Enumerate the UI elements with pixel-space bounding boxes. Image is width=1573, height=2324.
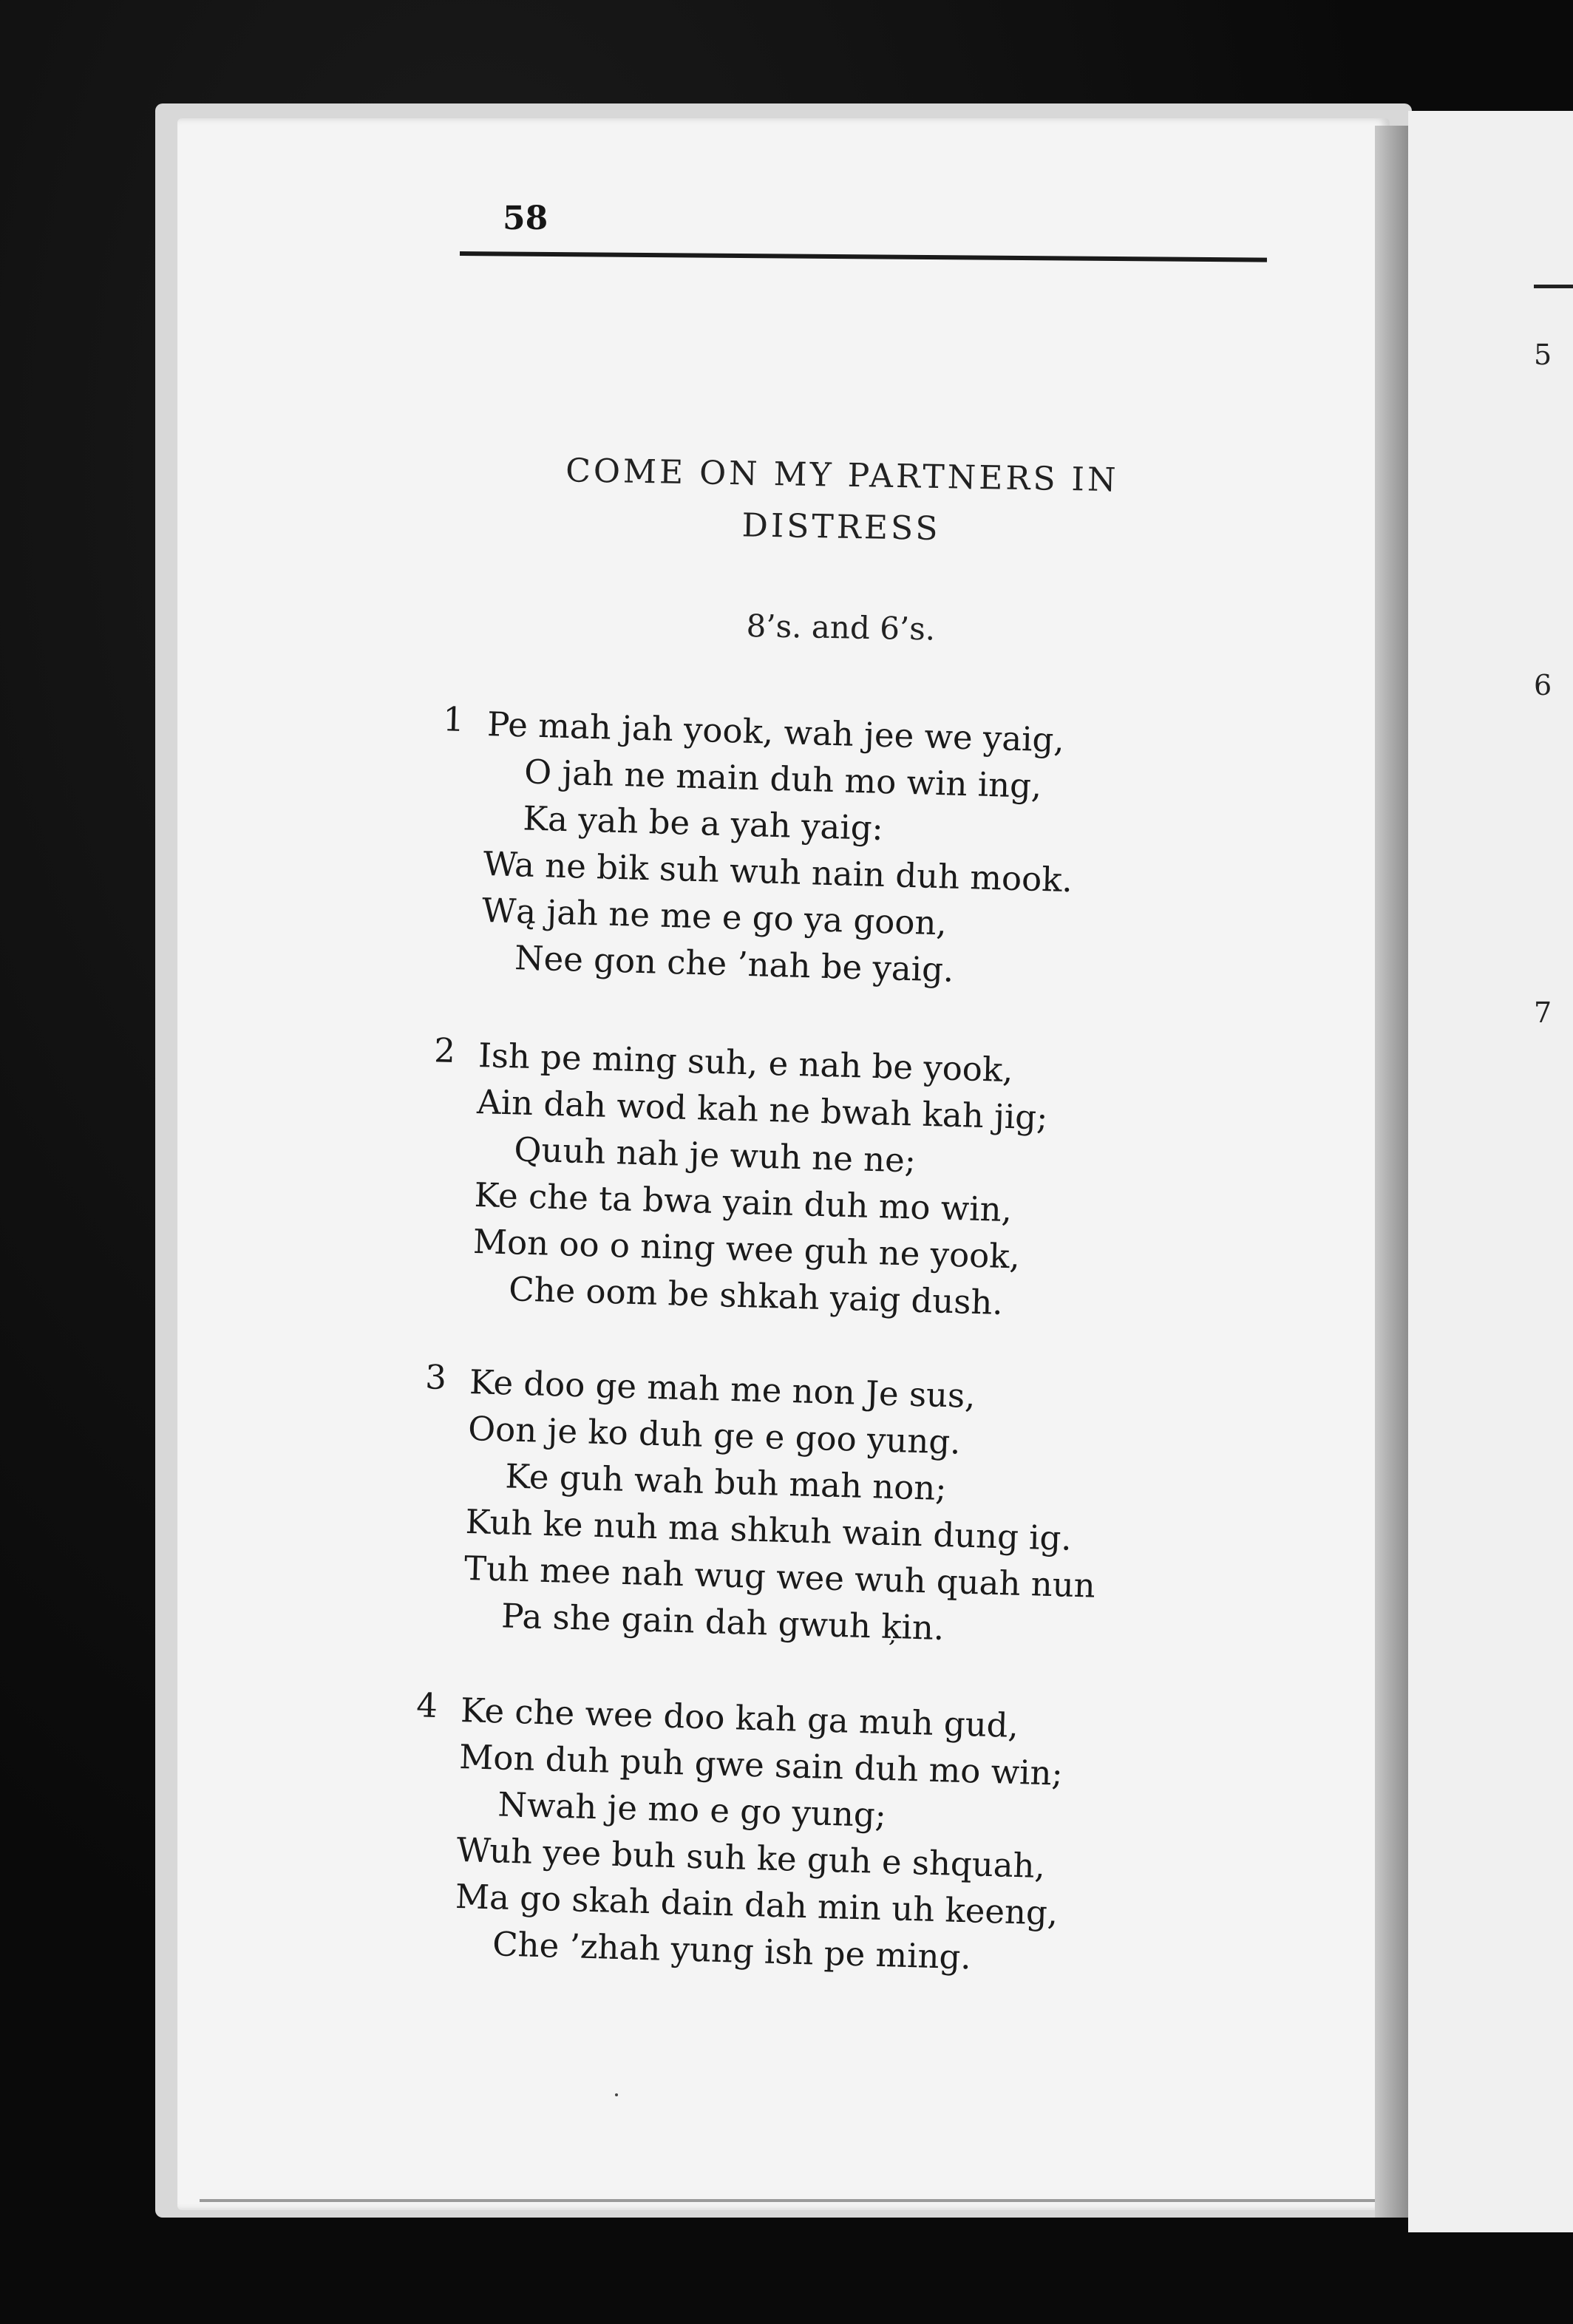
page-number: 58	[503, 200, 548, 237]
facing-page-line-number: 6	[1534, 669, 1552, 701]
verse-line: Kuh ke nuh ma shkuh wain dung ig.	[465, 1501, 1073, 1558]
verse-line: Ma go skah dain dah min uh keeng,	[455, 1876, 1059, 1933]
verse-line: Wuh yee buh suh ke guh e shquah,	[456, 1829, 1046, 1886]
verse-line: Ke che wee doo kah ga muh gud,	[460, 1690, 1019, 1746]
verse	[415, 1685, 1064, 1983]
verse-line: Che ’zhah yung ish pe ming.	[492, 1924, 972, 1977]
verse-number: 1	[442, 699, 465, 740]
scan-speck	[615, 2093, 618, 2096]
verse-line: Mon oo o ning wee guh ne yook,	[472, 1221, 1021, 1277]
verse	[424, 1357, 1101, 1656]
verse-line: Wą jah ne me e go ya goon,	[481, 890, 948, 943]
facing-page	[1408, 111, 1573, 2232]
facing-page-line-number: 5	[1534, 339, 1552, 371]
verse-number: 3	[424, 1357, 447, 1398]
verse-line: Pa she gain dah gwuh ķin.	[500, 1596, 945, 1648]
verse-line: Ke doo ge mah me non Je sus,	[469, 1362, 976, 1416]
page-bottom-edge	[200, 2199, 1382, 2202]
hymn-title-line: DISTRESS	[741, 506, 941, 548]
verse	[442, 699, 1077, 996]
hymn-meter: 8’s. and 6’s.	[746, 608, 936, 648]
verse-line: Che oom be shkah yaig dush.	[508, 1269, 1004, 1322]
verse-line: Nee gon che ’nah be yaig.	[514, 938, 954, 990]
facing-page-rule	[1534, 285, 1573, 288]
verse-line: Wa ne bik suh wuh nain duh mook.	[483, 843, 1073, 900]
verse-line: O jah ne main duh mo win ing,	[523, 752, 1042, 806]
hymn-title	[472, 444, 1212, 560]
verse-line: Tuh mee nah wug wee wuh quah nun	[463, 1548, 1096, 1606]
verse-line: Oon je ko duh ge e goo yung.	[467, 1408, 962, 1462]
verse-line: Pe mah jah yook, wah jee we yaig,	[486, 704, 1065, 760]
verse-line: Nwah je mo e go yung;	[497, 1784, 887, 1835]
verse-number: 4	[415, 1685, 438, 1726]
hymn-title-line: COME ON MY PARTNERS IN	[565, 452, 1119, 500]
verse-line: Quuh nah je wuh ne ne;	[513, 1129, 917, 1180]
verse-line: Ain dah wod kah ne bwah kah jig;	[476, 1081, 1049, 1138]
verse	[433, 1030, 1050, 1327]
verse-line: Ka yah be a yah yaig:	[522, 798, 884, 848]
verse-line: Mon duh puh gwe sain duh mo win;	[458, 1736, 1064, 1793]
verse-line: Ke guh wah buh mah non;	[504, 1456, 948, 1509]
verse-line: Ke che ta bwa yain duh mo win,	[474, 1175, 1013, 1230]
verse-line: Ish pe ming suh, e nah be yook,	[478, 1035, 1014, 1090]
facing-page-line-number: 7	[1534, 996, 1552, 1029]
verse-number: 2	[433, 1030, 456, 1071]
